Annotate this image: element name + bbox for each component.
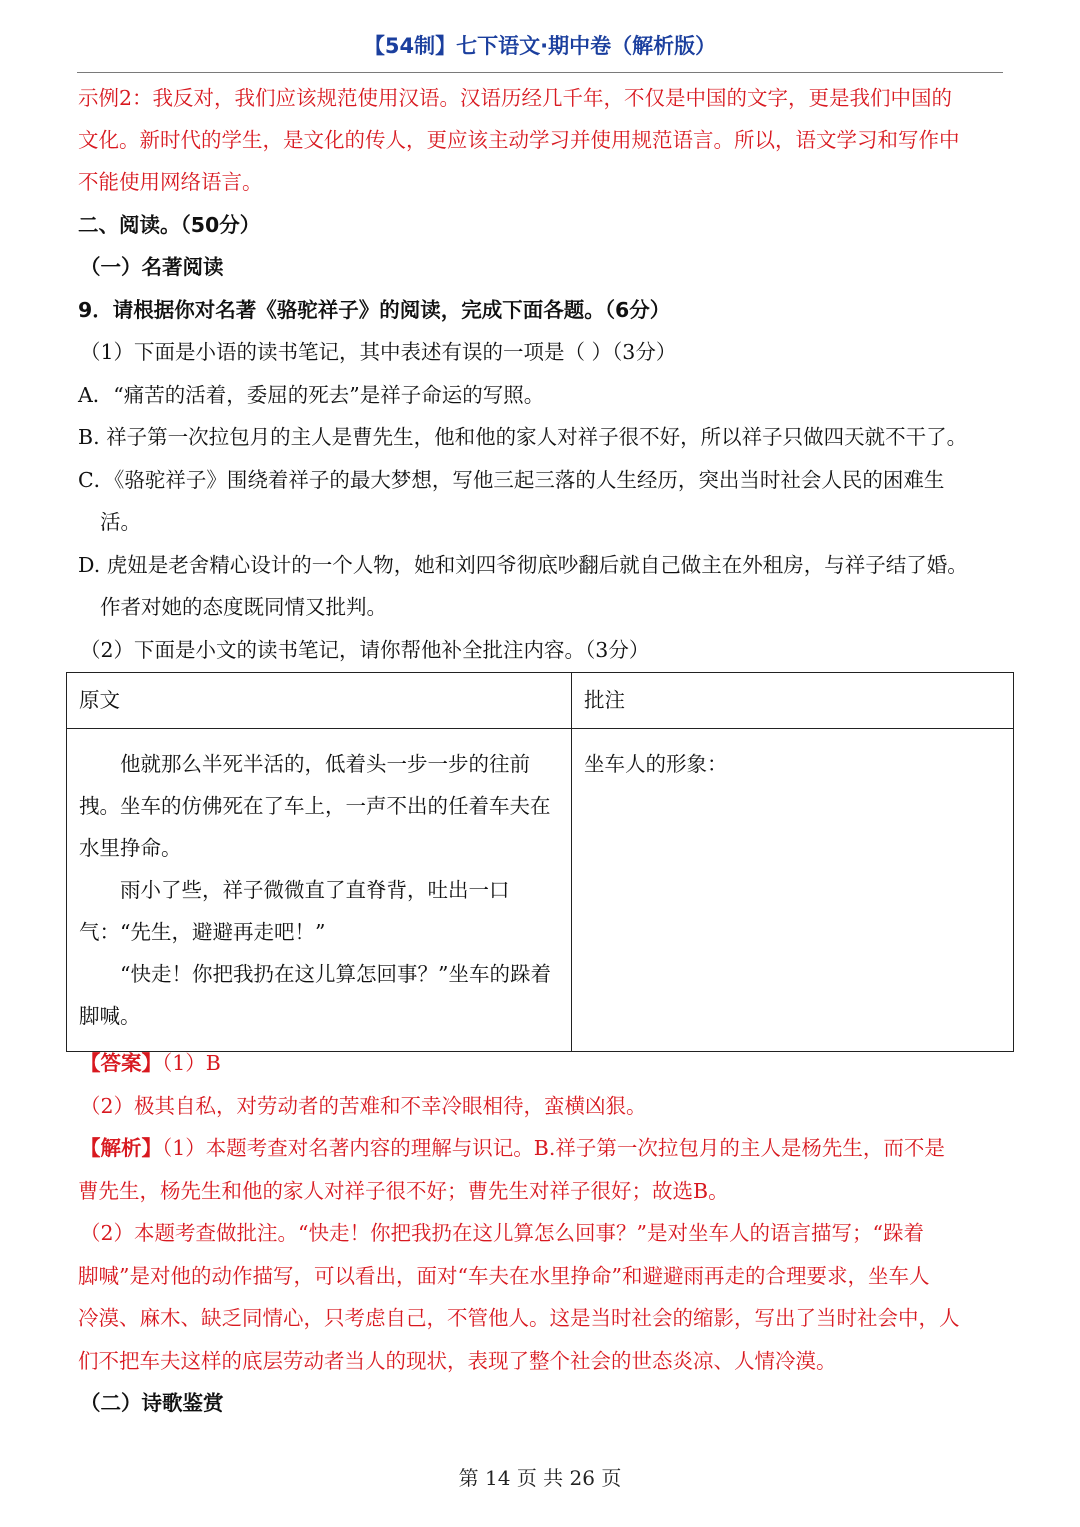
annotation-text: 坐车人的形象： [584,752,728,776]
example2-line-3: 不能使用网络语言。 [78,170,263,194]
option-c-line-2: 活。 [100,510,141,534]
original-paragraph-1: 他就那么半死半活的，低着头一步一步的往前拽。坐车的仿佛死在了车上，一声不出的任着车夫在水里挣命。 [79,752,551,860]
analysis-text-1: （1）本题考查对名著内容的理解与识记。B.祥子第一次拉包月的主人是杨先生，而不是 [162,1136,945,1160]
option-b: B. 祥子第一次拉包月的主人是曹先生，他和他的家人对祥子很不好，所以祥子只做四天就不干了。 [78,425,968,449]
analysis-line-1 [80,1138,945,1159]
reading-notes-table [66,672,1014,1052]
analysis-line-5: 冷漠、麻木、缺乏同情心，只考虑自己，不管他人。这是当时社会的缩影，写出了当时社会中，人 [78,1306,960,1330]
analysis-line-4: 脚喊”是对他的动作描写，可以看出，面对“车夫在水里挣命”和避避雨再走的合理要求，坐车人 [78,1264,930,1288]
subsection-classics: （一）名著阅读 [80,255,224,279]
analysis-line-3: （2）本题考查做批注。“快走！你把我扔在这儿算怎么回事？”是对坐车人的语言描写；“跺着 [80,1221,924,1245]
original-text-cell [67,729,572,1052]
header-divider [77,72,1003,73]
table-header-original: 原文 [67,673,572,729]
option-d-line-2: 作者对她的态度既同情又批判。 [100,595,387,619]
section-title: 二、阅读。（50分） [78,213,261,237]
example2-line-1: 示例2：我反对，我们应该规范使用汉语。汉语历经几千年，不仅是中国的文字，更是我们中国的 [78,86,953,110]
answer-tag: 【答案】 [80,1051,162,1075]
subsection-poetry: （二）诗歌鉴赏 [80,1391,224,1415]
table-header-annotation: 批注 [572,673,1014,729]
question-9-2: （2）下面是小文的读书笔记，请你帮他补全批注内容。（3分） [80,638,650,662]
original-paragraph-3: “快走！你把我扔在这儿算怎回事？”坐车的跺着脚喊。 [79,962,551,1028]
table-body-row [67,729,1014,1052]
analysis-line-2: 曹先生，杨先生和他的家人对祥子很不好；曹先生对祥子很好；故选B。 [78,1179,729,1203]
example2-line-2: 文化。新时代的学生，是文化的传人，更应该主动学习并使用规范语言。所以，语文学习和写作中 [78,128,960,152]
question-9-1: （1）下面是小语的读书笔记，其中表述有误的一项是（ ）（3分） [80,340,677,364]
option-d-line-1: D. 虎妞是老舍精心设计的一个人物，她和刘四爷彻底吵翻后就自己做主在外租房，与祥子结了婚。 [78,553,968,577]
analysis-tag: 【解析】 [80,1136,162,1160]
answer-line-1 [80,1053,221,1074]
page-number: 第 14 页 共 26 页 [458,1466,622,1490]
table-header-row [67,673,1014,729]
answer-1: （1）B [162,1051,221,1075]
question-9: 9．请根据你对名著《骆驼祥子》的阅读，完成下面各题。（6分） [78,298,671,322]
option-a: A．“痛苦的活着，委屈的死去”是祥子命运的写照。 [78,383,545,407]
option-c-line-1: C．《骆驼祥子》围绕着祥子的最大梦想，写他三起三落的人生经历，突出当时社会人民的困难生 [78,468,945,492]
analysis-line-6: 们不把车夫这样的底层劳动者当人的现状，表现了整个社会的世态炎凉、人情冷漠。 [78,1349,837,1373]
annotation-cell [572,729,1014,1052]
page-header: 【54制】七下语文·期中卷（解析版） [363,34,717,58]
answer-2: （2）极其自私，对劳动者的苦难和不幸冷眼相待，蛮横凶狠。 [80,1094,647,1118]
original-paragraph-2: 雨小了些，祥子微微直了直脊背，吐出一口气：“先生，避避再走吧！” [79,878,510,944]
